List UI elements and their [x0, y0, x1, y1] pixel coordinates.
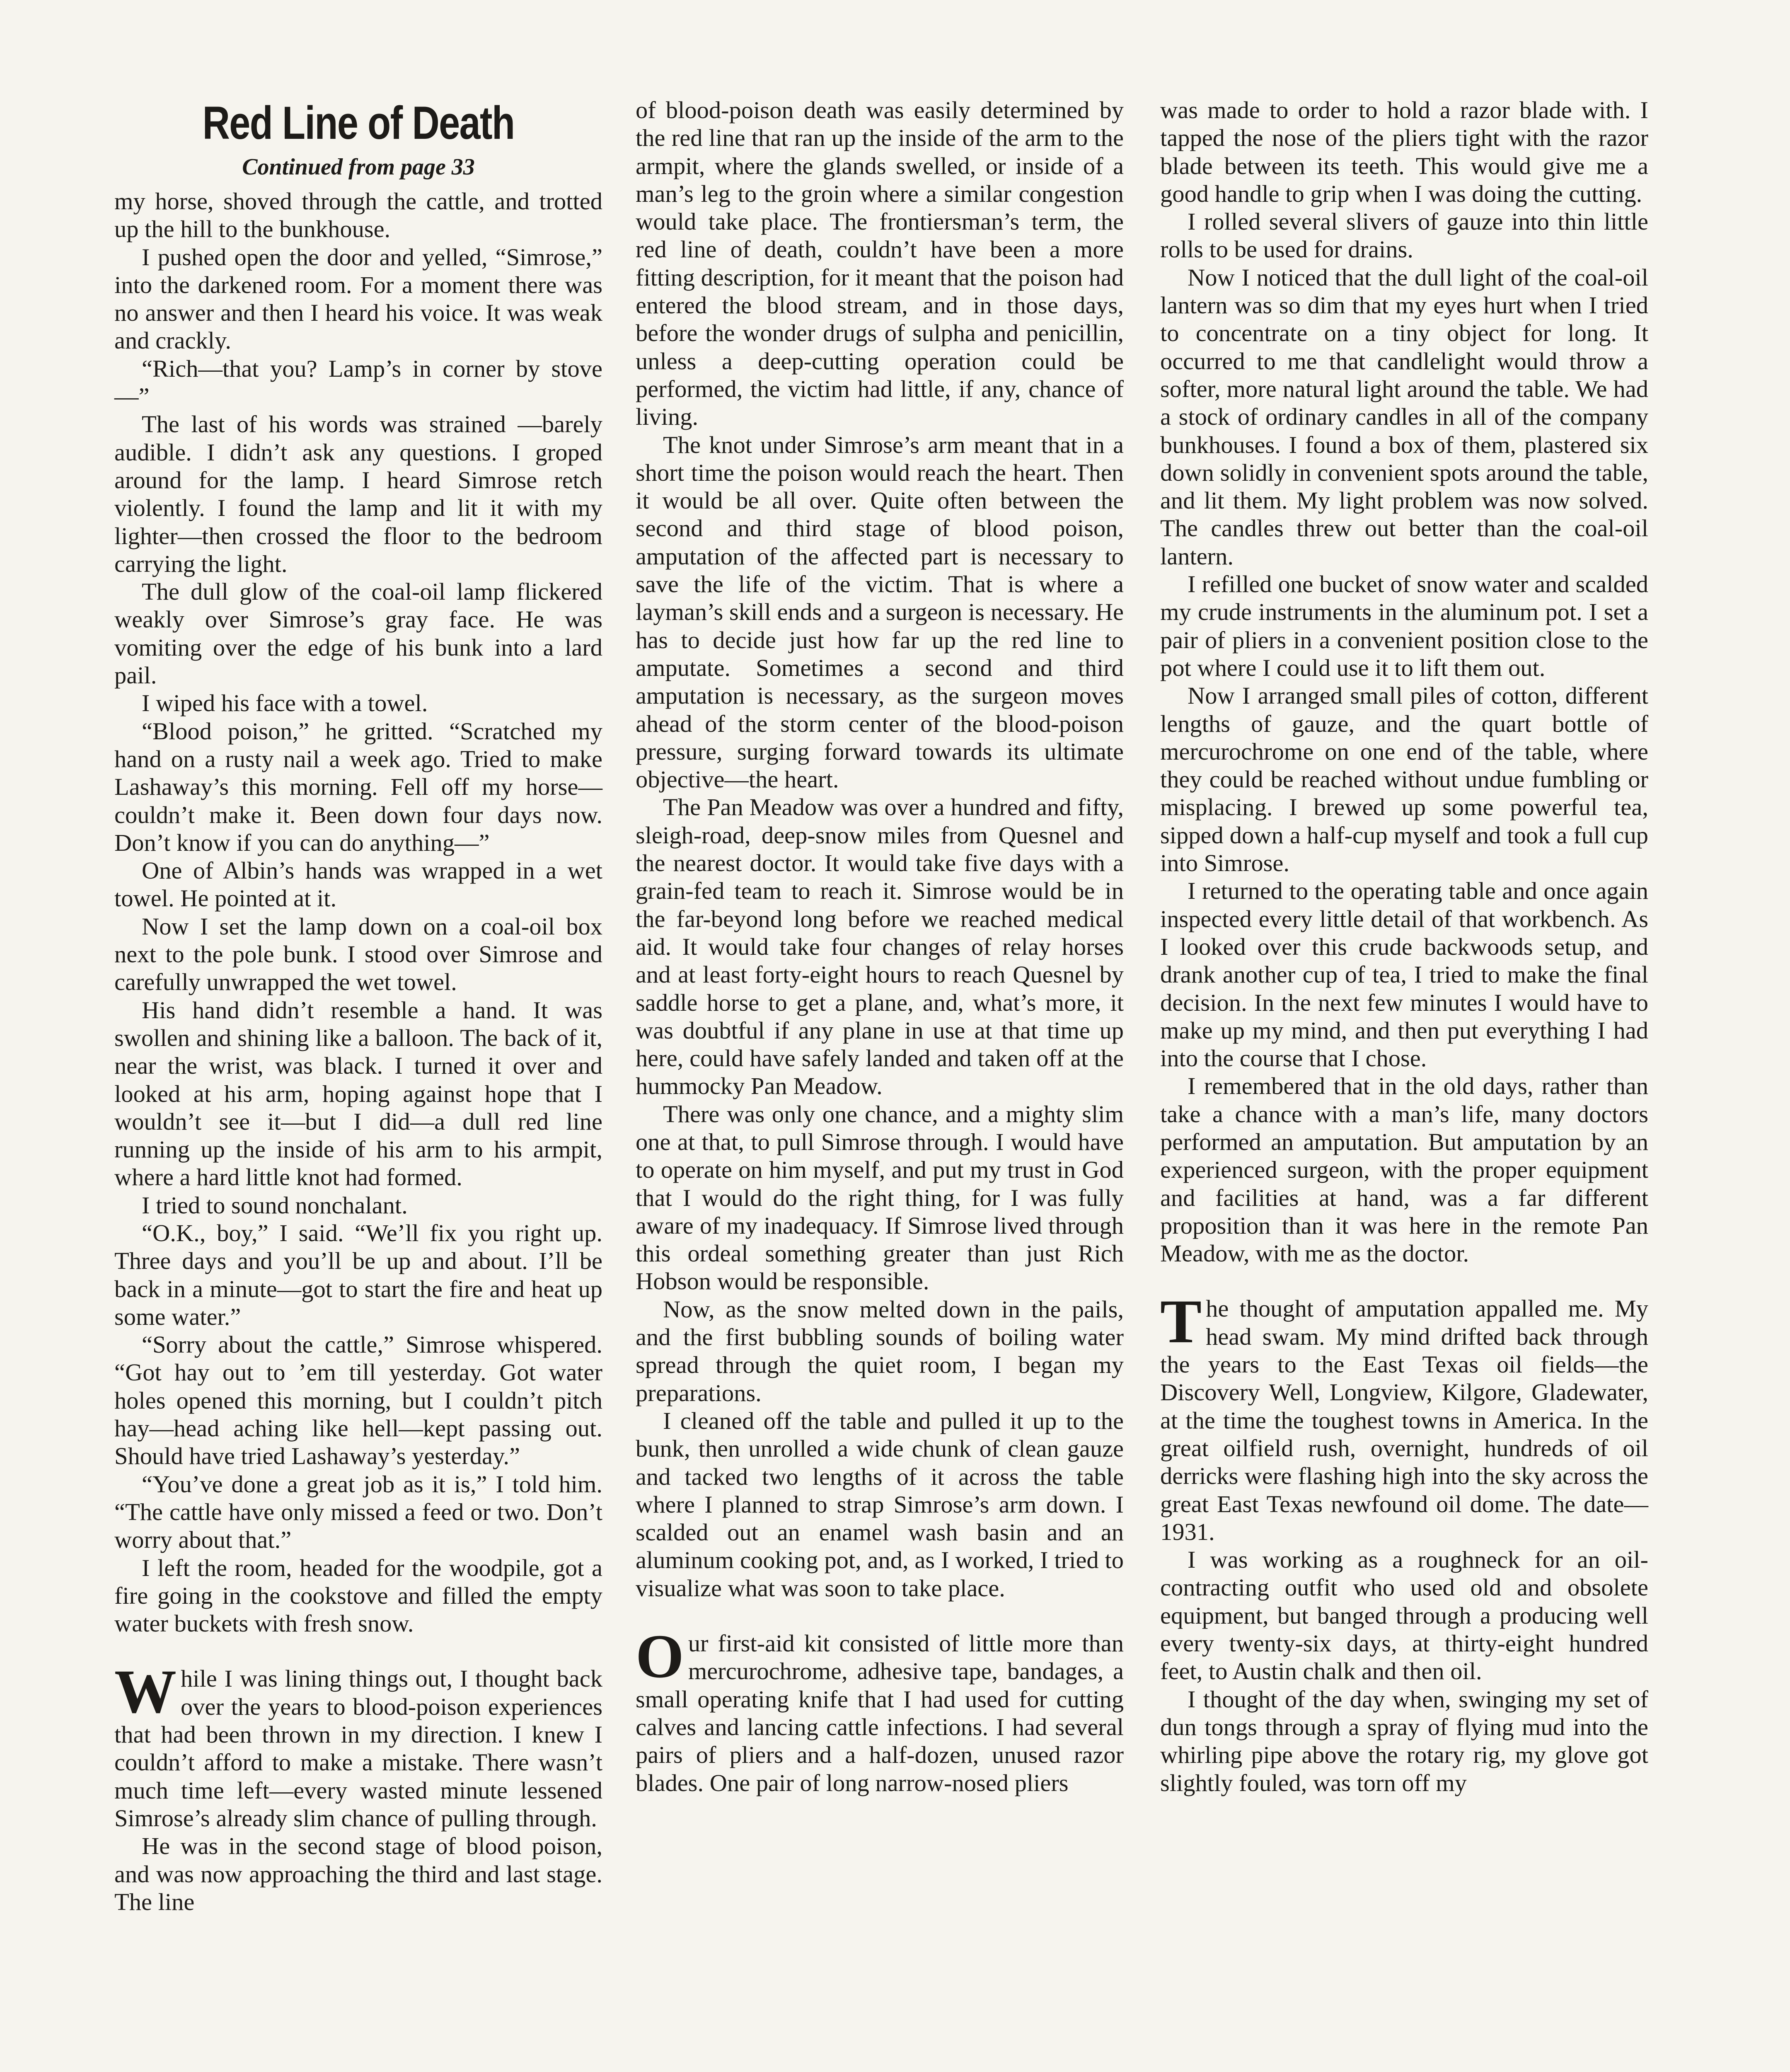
paragraph: Now I noticed that the dull light of the coal-oil lantern was so dim that my eyes hurt when I tried to concentrate on a tiny object for long. It occurred to me that candlelight would throw a softer, more natural light around the table. We had a stock of ordinary candles in all of the company bunkhouses. I found a box of them, plastered six down solidly in convenient spots around the table, and lit them. My light problem was now solved. The candles threw out better than the coal-oil lantern.	[1160, 264, 1648, 570]
section-paragraph	[636, 1622, 1124, 1797]
paragraph: I tried to sound nonchalant.	[142, 1191, 408, 1219]
paragraph: The Pan Meadow was over a hundred and fifty, sleigh-road, deep-snow miles from Quesnel and the nearest doctor. It would take five days with a grain-fed team to reach it. Simrose would be in the far-beyond long before we reached medical aid. It would take four changes of relay horses and at least forty-eight hours to reach Quesnel by saddle horse to get a plane, and, what’s more, it was doubtful if any plane in use at that time up here, could have safely landed and taken off at the hummocky Pan Meadow.	[636, 794, 1124, 1100]
paragraph: my horse, shoved through the cattle, and trotted up the hill to the bunkhouse.	[114, 188, 602, 243]
column-2	[636, 96, 1124, 1797]
paragraph: I returned to the operating table and once again inspected every little detail of that workbench. As I looked over this crude backwoods setup, and drank another cup of tea, I tried to make the final decision. In the next few minutes I would have to make up my mind, and then put everything I had into the course that I chose.	[1160, 877, 1648, 1072]
paragraph: I refilled one bucket of snow water and scalded my crude instruments in the aluminum pot. I set a pair of pliers in a convenient position close to the pot where I could use it to lift them out.	[1160, 571, 1648, 681]
drop-cap: W	[114, 1657, 177, 1726]
paragraph: One of Albin’s hands was wrapped in a wet towel. He pointed at it.	[114, 857, 602, 912]
column-3	[1160, 96, 1648, 1797]
paragraph: I rolled several slivers of gauze into thin little rolls to be used for drains.	[1160, 208, 1648, 263]
article-title: Red Line of Death	[202, 97, 515, 149]
column-1	[114, 96, 602, 1916]
paragraph: I left the room, headed for the woodpile, got a fire going in the cookstove and filled the empty water buckets with fresh snow.	[114, 1554, 602, 1637]
paragraph: “Blood poison,” he gritted. “Scratched my hand on a rusty nail a week ago. Tried to make Lashaway’s this morning. Fell off my horse—couldn’t make it. Been down four days now. Don’t know if you can do anything—”	[114, 717, 602, 856]
paragraph: I was working as a roughneck for an oil-contracting outfit who used old and obsolete equipment, but banged through a producing well every twenty-six days, at thirty-eight hundred feet, to Austin chalk and then oil.	[1160, 1546, 1648, 1685]
paragraph: of blood-poison death was easily determined by the red line that ran up the inside of the arm to the armpit, where the glands swelled, or inside of a man’s leg to the groin where a similar congestion would take place. The frontiersman’s term, the red line of death, couldn’t have been a more fitting description, for it meant that the poison had entered the blood stream, and in those days, before the wonder drugs of sulpha and penicillin, unless a deep-cutting operation could be performed, the victim had little, if any, chance of living.	[636, 97, 1124, 431]
section-paragraph	[114, 1657, 602, 1832]
paragraph: I thought of the day when, swinging my set of dun tongs through a spray of flying mud into the whirling pipe above the rotary rig, my glove got slightly fouled, was torn off my	[1160, 1685, 1648, 1796]
paragraph: I remembered that in the old days, rather than take a chance with a man’s life, many doctors performed an amputation. But amputation by an experienced surgeon, with the proper equipment and facilities at hand, was a far different proposition than it was here in the remote Pan Meadow, with me as the doctor.	[1160, 1072, 1648, 1267]
paragraph: I pushed open the door and yelled, “Simrose,” into the darkened room. For a moment there was no answer and then I heard his voice. It was weak and crackly.	[114, 243, 602, 354]
paragraph: “O.K., boy,” I said. “We’ll fix you right up. Three days and you’ll be up and about. I’ll be back in a minute—got to start the fire and heat up some water.”	[114, 1219, 602, 1330]
paragraph-text: hile I was lining things out, I thought back over the years to blood-poison experiences that had been thrown in my direction. I knew I couldn’t afford to make a mistake. There wasn’t much time left—every wasted minute lessened Simrose’s already slim chance of pulling through.	[114, 1665, 602, 1832]
paragraph: I wiped his face with a towel.	[142, 690, 428, 717]
paragraph-text: he thought of amputation appalled me. My head swam. My mind drifted back through the years to the East Texas oil fields—the Discovery Well, Longview, Kilgore, Gladewater, at the time the toughest towns in America. In the great oilfield rush, overnight, hundreds of oil derricks were flashing high into the sky across the great East Texas newfound oil dome. The date—1931.	[1160, 1295, 1648, 1545]
paragraph: “You’ve done a great job as it is,” I told him. “The cattle have only missed a feed or two. Don’t worry about that.”	[114, 1470, 602, 1554]
paragraph: I cleaned off the table and pulled it up to the bunk, then unrolled a wide chunk of clean gauze and tacked two lengths of it across the table where I planned to strap Simrose’s arm down. I scalded out an enamel wash basin and an aluminum cooking pot, and, as I worked, I tried to visualize what was soon to take place.	[636, 1407, 1124, 1602]
paragraph: Now I set the lamp down on a coal-oil box next to the pole bunk. I stood over Simrose and carefully unwrapped the wet towel.	[114, 913, 602, 996]
paragraph: “Rich—that you? Lamp’s in corner by stove—”	[114, 355, 602, 410]
drop-cap: O	[636, 1622, 684, 1691]
paragraph: His hand didn’t resemble a hand. It was swollen and shining like a balloon. The back of it, near the wrist, was black. I turned it over and looked at his arm, hoping against hope that I wouldn’t see it—but I did—a dull red line running up the inside of his arm to his armpit, where a hard little knot had formed.	[114, 996, 602, 1191]
paragraph: Now, as the snow melted down in the pails, and the first bubbling sounds of boiling water spread through the quiet room, I began my preparations.	[636, 1295, 1124, 1406]
paragraph: Now I arranged small piles of cotton, different lengths of gauze, and the quart bottle of mercurochrome on one end of the table, where they could be reached without undue fumbling or misplacing. I brewed up some powerful tea, sipped down a half-cup myself and took a full cup into Simrose.	[1160, 682, 1648, 877]
continued-note: Continued from page 33	[242, 154, 475, 180]
paragraph: “Sorry about the cattle,” Simrose whispered. “Got hay out to ’em till yesterday. Got water holes opened this morning, but I couldn’t pitch hay—head aching like hell—kept passing out. Should have tried Lashaway’s yesterday.”	[114, 1331, 602, 1470]
paragraph: was made to order to hold a razor blade with. I tapped the nose of the pliers tight with the razor blade between its teeth. This would give me a good handle to grip when I was doing the cutting.	[1160, 97, 1648, 207]
paragraph-text: ur first-aid kit consisted of little more than mercurochrome, adhesive tape, bandages, a small operating knife that I had used for cutting calves and lancing cattle infections. I had several pairs of pliers and a half-dozen, unused razor blades. One pair of long narrow-nosed pliers	[636, 1630, 1124, 1796]
paragraph: He was in the second stage of blood poison, and was now approaching the third and last stage. The line	[114, 1832, 602, 1915]
paragraph: The dull glow of the coal-oil lamp flickered weakly over Simrose’s gray face. He was vomiting over the edge of his bunk into a lard pail.	[114, 578, 602, 689]
section-paragraph	[1160, 1287, 1648, 1546]
paragraph: There was only one chance, and a mighty slim one at that, to pull Simrose through. I would have to operate on him myself, and put my trust in God that I would do the right thing, for I was fully aware of my inadequacy. If Simrose lived through this ordeal something greater than just Rich Hobson would be responsible.	[636, 1100, 1124, 1295]
paragraph: The knot under Simrose’s arm meant that in a short time the poison would reach the heart. Then it would be all over. Quite often between the second and third stage of blood poison, amputation of the affected part is necessary to save the life of the victim. That is where a layman’s skill ends and a surgeon is necessary. He has to decide just how far up the red line to amputate. Sometimes a second and third amputation is necessary, as the surgeon moves ahead of the storm center of the blood-poison pressure, surging forward towards its ultimate objective—the heart.	[636, 431, 1124, 793]
paragraph: The last of his words was strained —barely audible. I didn’t ask any questions. I groped around for the lamp. I heard Simrose retch violently. I found the lamp and lit it with my lighter—then crossed the floor to the bedroom carrying the light.	[114, 411, 602, 577]
drop-cap: T	[1160, 1287, 1202, 1356]
